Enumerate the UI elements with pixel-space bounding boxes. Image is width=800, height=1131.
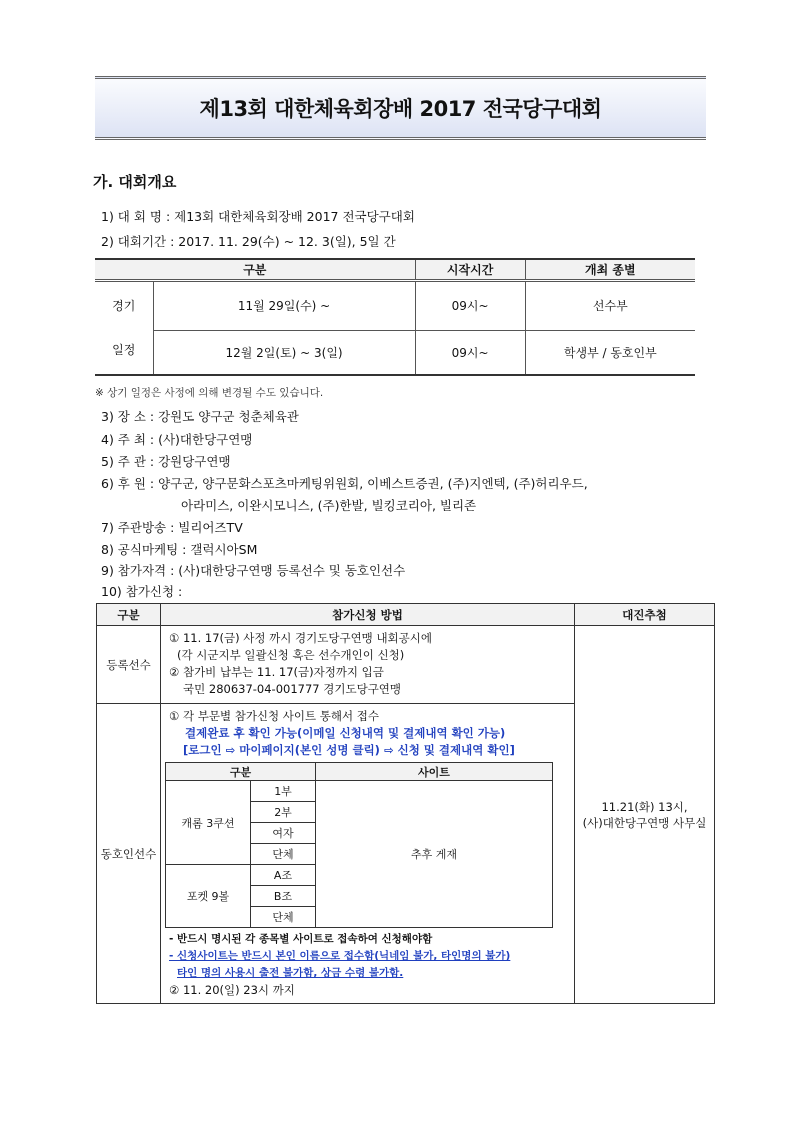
apply-header-method: 참가신청 방법 bbox=[161, 604, 575, 626]
detail-broadcast: 7) 주관방송 : 빌리어즈TV bbox=[101, 520, 243, 535]
detail-application: 10) 참가신청 : bbox=[101, 584, 183, 599]
pocket-label: 포켓 9볼 bbox=[166, 865, 251, 928]
detail-sponsor: 6) 후 원 : 양구군, 양구문화스포츠마케팅위원회, 이베스트증권, (주)지엔텍, (주)허리우드, bbox=[101, 476, 588, 491]
detail-venue: 3) 장 소 : 강원도 양구군 청춘체육관 bbox=[101, 409, 299, 424]
carom-item-4: 단체 bbox=[251, 844, 316, 865]
overview-period: 2) 대회기간 : 2017. 11. 29(수) ~ 12. 3(일), 5일 간 bbox=[101, 234, 396, 249]
site-header-site: 사이트 bbox=[316, 763, 553, 781]
draw-line-2: (사)대한당구연맹 사무실 bbox=[582, 815, 707, 830]
schedule-date-1: 11월 29일(수) ~ bbox=[153, 280, 415, 330]
schedule-note: ※ 상기 일정은 사정에 의해 변경될 수도 있습니다. bbox=[95, 387, 324, 399]
amateur-note-2: - 신청사이트는 반드시 본인 이름으로 접수함(닉네임 불가, 타인명의 불가) bbox=[169, 950, 511, 962]
schedule-header-division: 구분 bbox=[95, 259, 415, 280]
detail-marketing: 8) 공식마케팅 : 갤럭시아SM bbox=[101, 542, 258, 557]
detail-eligibility: 9) 참가자격 : (사)대한당구연맹 등록선수 및 동호인선수 bbox=[101, 563, 406, 578]
schedule-category-1: 선수부 bbox=[525, 280, 695, 330]
amateur-line-1: ① 각 부문별 참가신청 사이트 통해서 접수 bbox=[169, 709, 379, 723]
pocket-item-2: B조 bbox=[251, 886, 316, 907]
site-value: 추후 게재 bbox=[316, 781, 553, 928]
section-heading: 가. 대회개요 bbox=[93, 173, 177, 191]
amateur-line-2: 결제완료 후 확인 가능(이메일 신청내역 및 결제내역 확인 가능) bbox=[185, 726, 506, 740]
apply-draw-cell bbox=[575, 626, 715, 1004]
registered-line-3: ② 참가비 납부는 11. 17(금)자정까지 입금 bbox=[169, 665, 384, 679]
pocket-item-1: A조 bbox=[251, 865, 316, 886]
carom-item-2: 2부 bbox=[251, 802, 316, 823]
apply-header-draw: 대진추첨 bbox=[575, 604, 715, 626]
schedule-time-2: 09시~ bbox=[415, 330, 525, 375]
registered-line-4: 국민 280637-04-001777 경기도당구연맹 bbox=[183, 682, 402, 696]
schedule-group-label-1: 경기 bbox=[112, 298, 136, 313]
schedule-table bbox=[95, 258, 695, 376]
amateur-note-1: - 반드시 명시된 각 종목별 사이트로 접속하여 신청해야함 bbox=[169, 933, 433, 945]
apply-registered-method bbox=[161, 626, 575, 704]
draw-line-1: 11.21(화) 13시, bbox=[601, 799, 688, 814]
detail-sponsor-cont: 아라미스, 이완시모니스, (주)한발, 빌킹코리아, 빌리존 bbox=[181, 498, 477, 513]
amateur-note-3: 타인 명의 사용시 출전 불가함, 상금 수령 불가함. bbox=[177, 967, 404, 979]
schedule-header-category: 개최 종별 bbox=[525, 259, 695, 280]
apply-amateur-label: 동호인선수 bbox=[97, 704, 161, 1004]
schedule-date-2: 12월 2일(토) ~ 3(일) bbox=[153, 330, 415, 375]
carom-item-3: 여자 bbox=[251, 823, 316, 844]
apply-registered-label: 등록선수 bbox=[97, 626, 161, 704]
site-table bbox=[165, 762, 553, 928]
schedule-time-1: 09시~ bbox=[415, 280, 525, 330]
schedule-group-label-2: 일정 bbox=[112, 342, 136, 357]
pocket-item-3: 단체 bbox=[251, 907, 316, 928]
schedule-header-time: 시작시간 bbox=[415, 259, 525, 280]
site-header-division: 구분 bbox=[166, 763, 316, 781]
registered-line-1: ① 11. 17(금) 사정 까시 경기도당구연맹 내회공시에 bbox=[169, 631, 432, 645]
carom-label: 캐롬 3쿠션 bbox=[166, 781, 251, 865]
overview-name: 1) 대 회 명 : 제13회 대한체육회장배 2017 전국당구대회 bbox=[101, 209, 415, 224]
schedule-category-2: 학생부 / 동호인부 bbox=[525, 330, 695, 375]
apply-amateur-method bbox=[161, 704, 575, 1004]
application-table bbox=[96, 603, 715, 1004]
title-banner bbox=[95, 76, 706, 140]
document-title: 제13회 대한체육회장배 2017 전국당구대회 bbox=[199, 97, 602, 121]
detail-organizer: 5) 주 관 : 강원당구연맹 bbox=[101, 454, 231, 469]
detail-host: 4) 주 최 : (사)대한당구연맹 bbox=[101, 432, 253, 447]
carom-item-1: 1부 bbox=[251, 781, 316, 802]
apply-header-division: 구분 bbox=[97, 604, 161, 626]
schedule-group-cell bbox=[95, 280, 153, 375]
amateur-line-3: [로그인 ⇨ 마이페이지(본인 성명 클릭) ⇨ 신청 및 결제내역 확인] bbox=[183, 743, 515, 757]
registered-line-2: (각 시군지부 일괄신청 혹은 선수개인이 신청) bbox=[177, 648, 405, 662]
amateur-note-4: ② 11. 20(일) 23시 까지 bbox=[169, 983, 295, 997]
